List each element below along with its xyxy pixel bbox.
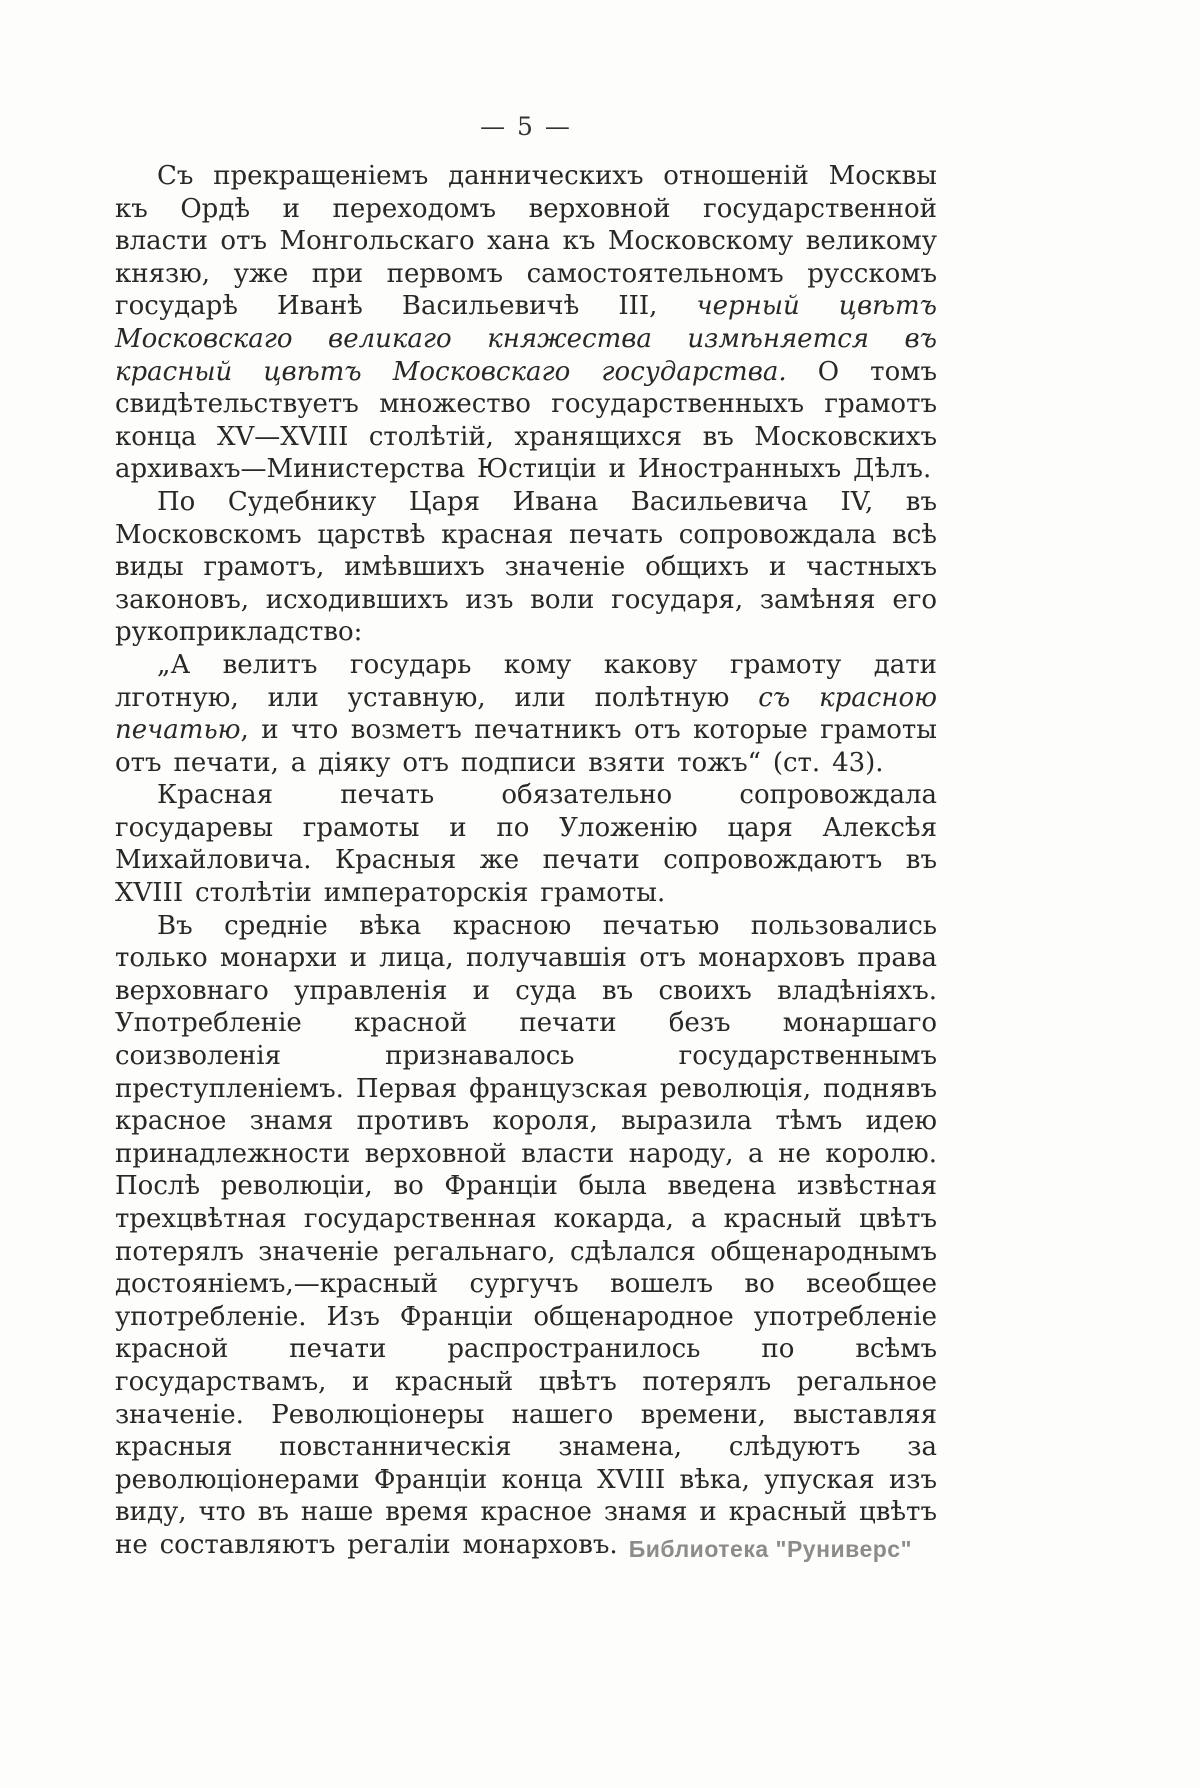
paragraph-text: По Судебнику Царя Ивана Васильевича IV, въ Московскомъ царствѣ красная печать сопровождала всѣ виды грамотъ, имѣвшихъ значеніе общихъ и частныхъ законовъ, исходившихъ изъ воли государя, замѣняя его рукоприкладство: (115, 486, 937, 648)
paragraph-text: „А велитъ государь кому какову грамоту дати лготную, или уставную, или полѣтную (115, 649, 937, 713)
paragraph-text: Съ прекращеніемъ данническихъ отношеній Москвы къ Ордѣ и переходомъ верховной государственной власти отъ Монгольскаго хана къ Московскому великому князю, уже при первомъ самостоятельномъ русскомъ государѣ Иванѣ Васильевичѣ III, (115, 161, 937, 322)
paragraph-1 (115, 160, 937, 486)
paragraph-4 (115, 779, 937, 909)
paragraph-text: О томъ свидѣтельствуетъ множество государственныхъ грамотъ конца XV—XVIII столѣтій, хранящихся въ Московскихъ архивахъ—Министерства Юстиціи и Иностранныхъ Дѣлъ. (115, 356, 937, 485)
page-number: — 5 — (480, 112, 572, 141)
paragraph-5 (115, 910, 937, 1562)
paragraph-text: , и что возметъ печатникъ отъ которые грамоты отъ печати, а діяку отъ подписи взяти тожъ“ (ст. 43). (115, 715, 937, 778)
paragraph-text: Въ средніе вѣка красною печатью пользовались только монархи и лица, получавшія отъ монарховъ права верховнаго управленія и суда въ своихъ владѣніяхъ. Употребленіе красной печати безъ монаршаго соизволенія признавалось государственнымъ преступленіемъ. Первая французская революція, поднявъ красное знамя противъ короля, выразила тѣмъ идею принадлежности верховной власти народу, а не королю. Послѣ революціи, во Франціи была введена извѣстная трехцвѣтная государственная кокарда, а красный цвѣтъ потерялъ значеніе регальнаго, сдѣлался общенароднымъ достояніемъ,—красный сургучъ вошелъ во всеобщее употребленіе. Изъ Франціи общенародное употребленіе красной печати распространилось по всѣмъ государствамъ, и красный цвѣтъ потерялъ регальное значеніе. Революціонеры нашего времени, выставляя красныя повстанническія знамена, слѣдуютъ за революціонерами Франціи конца XVIII вѣка, упуская изъ виду, что въ наше время красное знамя и красный цвѣтъ не составляютъ регаліи монарховъ. (115, 910, 937, 1560)
paragraph-text-italic: съ красною печатью (115, 682, 937, 746)
paragraph-2 (115, 486, 937, 649)
paragraph-3-quote (115, 649, 937, 779)
paragraph-text: Красная печать обязательно сопровождала государевы грамоты и по Уложенію царя Алексѣя Михайловича. Красныя же печати сопровождаютъ въ XVIII столѣтіи императорскія грамоты. (115, 780, 937, 909)
paragraph-text-italic: черный цвѣтъ Московскаго великаго княжества измѣняется въ красный цвѣтъ Московскаго государства. (115, 291, 938, 387)
library-watermark: Библиотека "Руниверс" (628, 1536, 912, 1562)
text-block (115, 160, 937, 1562)
